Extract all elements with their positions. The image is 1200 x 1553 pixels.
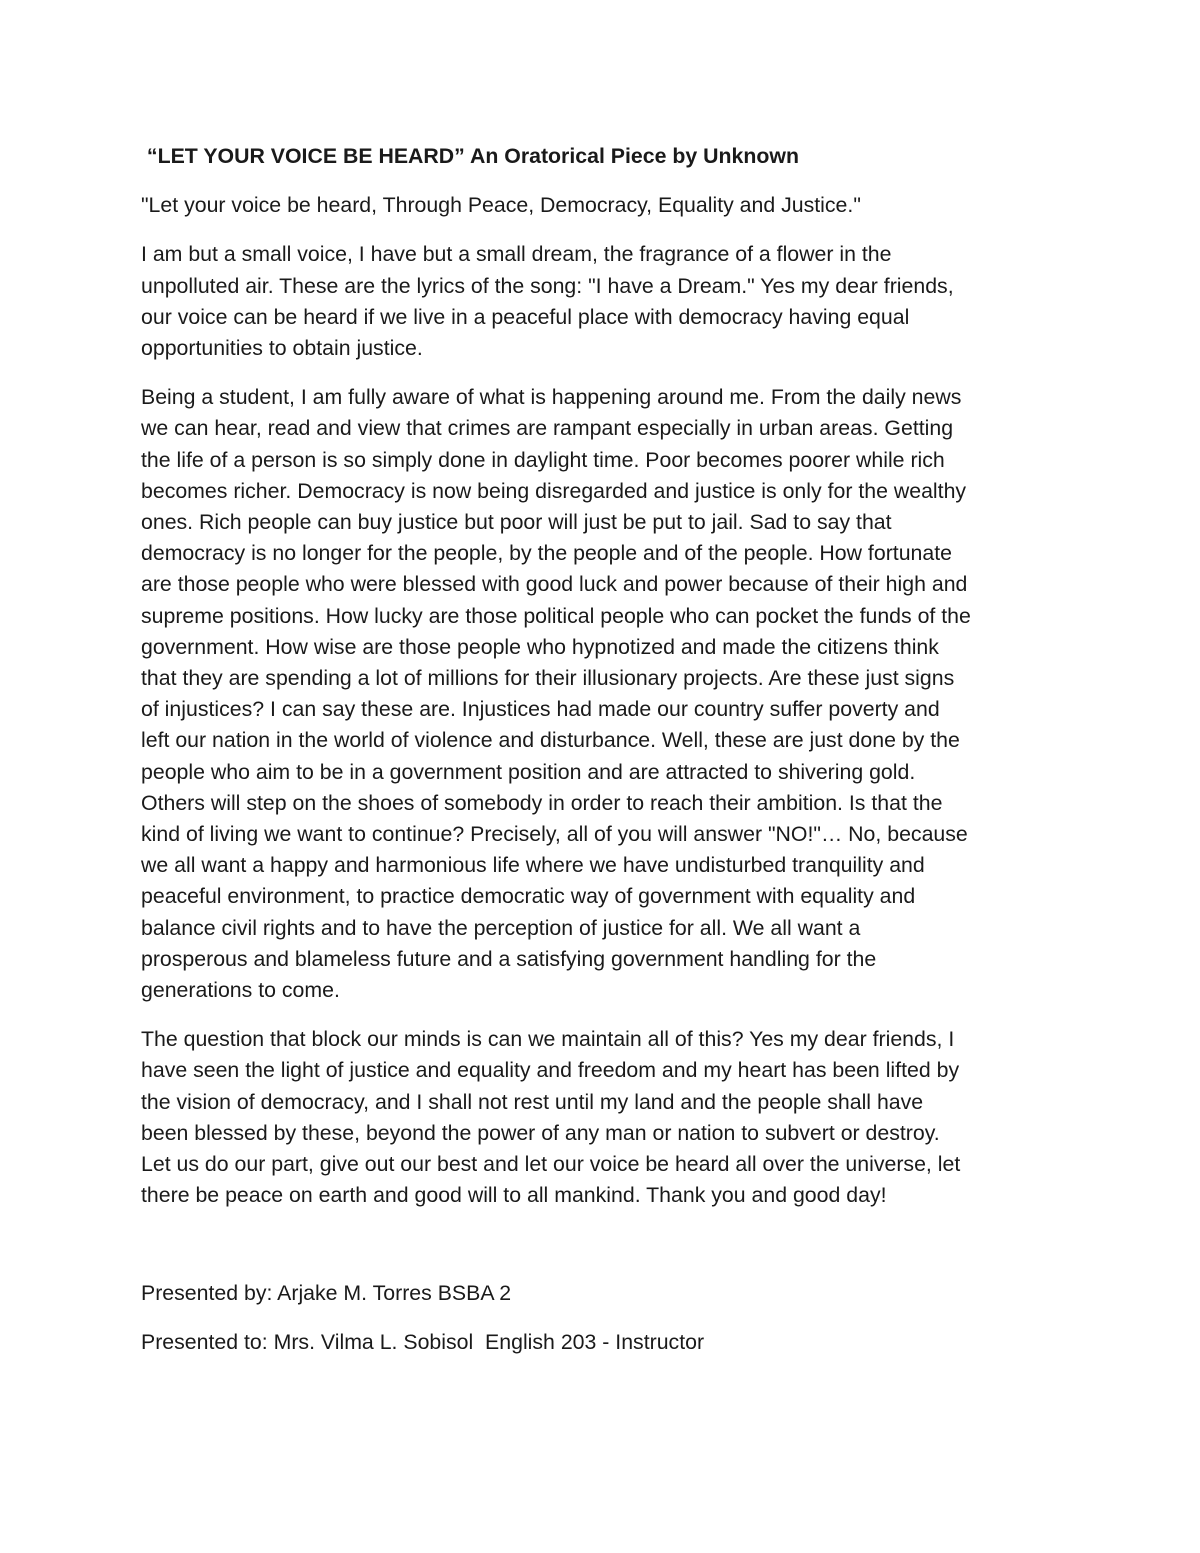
document-page <box>141 141 1061 1376</box>
paragraph-body: Being a student, I am fully aware of what is happening around me. From the daily news we can hear, read and view that crimes are rampant especially in urban areas. Getting the life of a person is so simply done in daylight time. Poor becomes poorer while rich becomes richer. Democracy is now being disregarded and justice is only for the wealthy ones. Rich people can buy justice but poor will just be put to jail. Sad to say that democracy is no longer for the people, by the people and of the people. How fortunate are those people who were blessed with good luck and power because of their high and supreme positions. How lucky are those political people who can pocket the funds of the government. How wise are those people who hypnotized and made the citizens think that they are spending a lot of millions for their illusionary projects. Are these just signs of injustices? I can say these are. Injustices had made our country suffer poverty and left our nation in the world of violence and disturbance. Well, these are just done by the people who aim to be in a government position and are attracted to shivering gold. Others will step on the shoes of somebody in order to reach their ambition. Is that the kind of living we want to continue? Precisely, all of you will answer "NO!"… No, because we all want a happy and harmonious life where we have undisturbed tranquility and peaceful environment, to practice democratic way of government with equality and balance civil rights and to have the perception of justice for all. We all want a prosperous and blameless future and a satisfying government handling for the generations to come. <box>141 385 971 1003</box>
paragraph-intro: I am but a small voice, I have but a small dream, the fragrance of a flower in the unpolluted air. These are the lyrics of the song: "I have a Dream." Yes my dear friends, our voice can be heard if we live in a peaceful place with democracy having equal opportunities to obtain justice. <box>141 242 954 361</box>
presented-to: Presented to: Mrs. Vilma L. Sobisol English 203 - Instructor <box>141 1329 705 1354</box>
paragraph-conclusion: The question that block our minds is can we maintain all of this? Yes my dear friends, I have seen the light of justice and equality and freedom and my heart has been lifted by the vision of democracy, and I shall not rest until my land and the people shall have been blessed by these, beyond the power of any man or nation to subvert or destroy. Let us do our part, give out our best and let our voice be heard all over the universe, let there be peace on earth and good will to all mankind. Thank you and good day! <box>141 1027 961 1208</box>
presented-by: Presented by: Arjake M. Torres BSBA 2 <box>141 1280 512 1305</box>
paragraph-motto: "Let your voice be heard, Through Peace, Democracy, Equality and Justice." <box>141 193 861 218</box>
document-title: “LET YOUR VOICE BE HEARD” An Oratorical Piece by Unknown <box>141 144 799 168</box>
section-spacer <box>141 1230 1061 1278</box>
